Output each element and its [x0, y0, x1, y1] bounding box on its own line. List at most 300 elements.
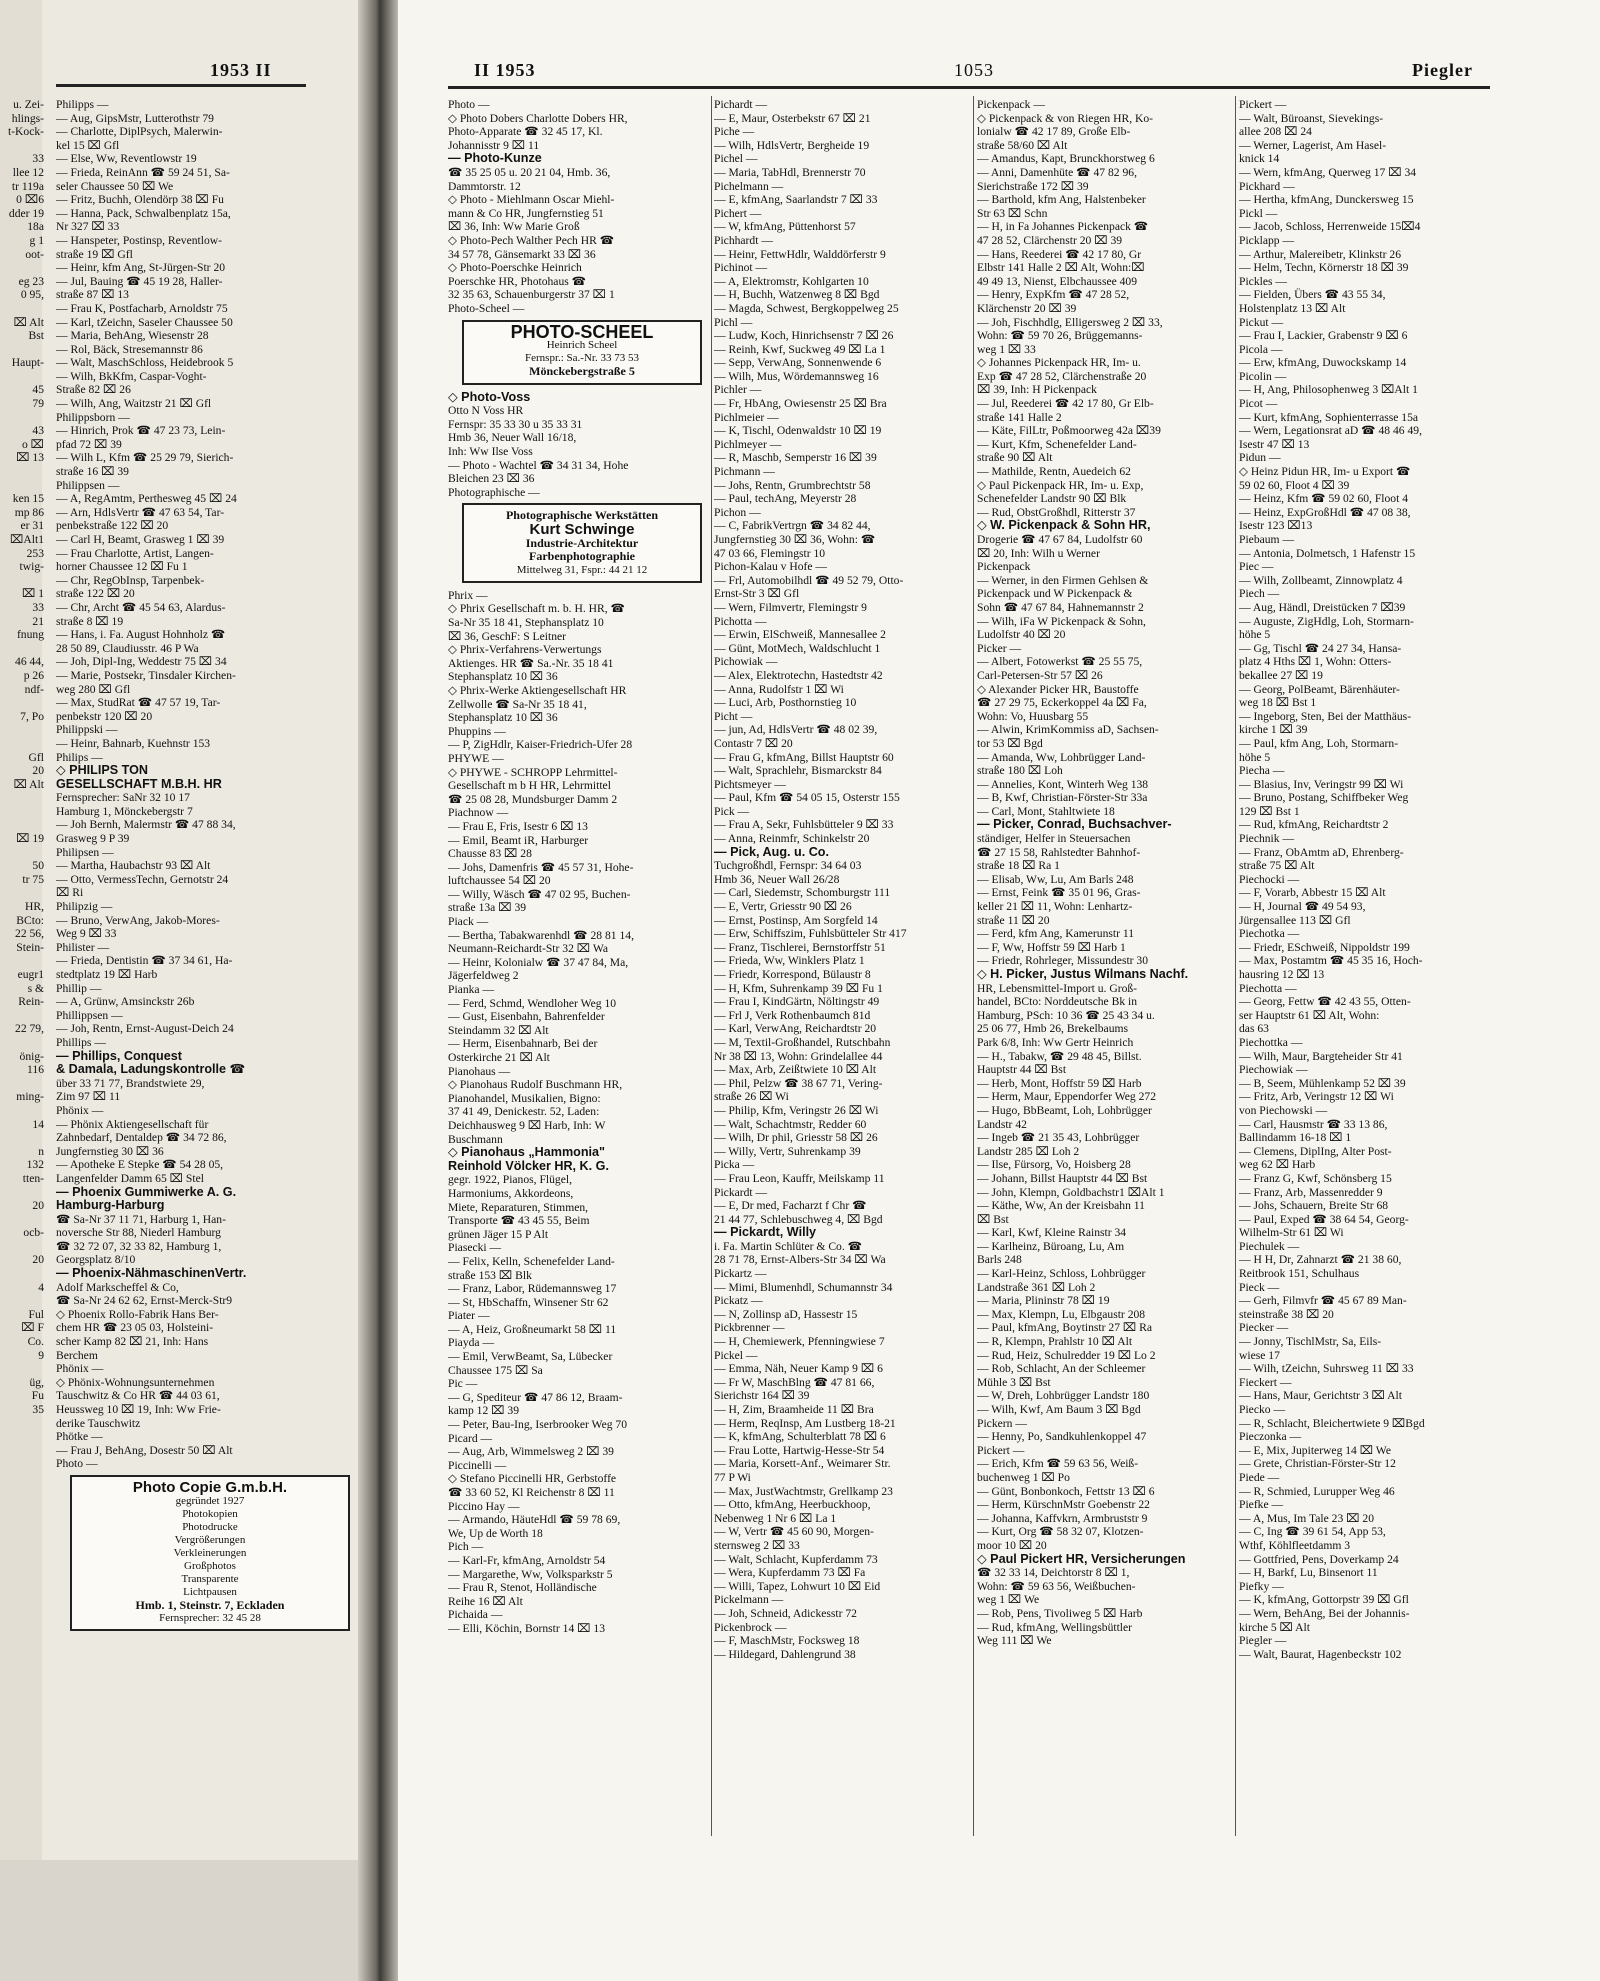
directory-entry: — H, Chemiewerk, Pfenningwiese 7 — [714, 1335, 885, 1349]
directory-entry: — E, Vertr, Griesstr 90 ⌧ 26 — [714, 900, 852, 914]
directory-entry: Pichinot — — [714, 261, 768, 275]
directory-entry: grünen Jäger 15 P Alt — [448, 1227, 549, 1241]
directory-entry: — H, Zim, Braamheide 11 ⌧ Bra — [714, 1403, 874, 1416]
cut-text-fragment: 7, Po — [20, 709, 44, 723]
directory-column-2 — [448, 98, 708, 1636]
directory-entry: — Paul, Kfm ☎ 54 05 15, Osterstr 155 — [714, 791, 900, 805]
directory-entry: — Wern, kfmAng, Querweg 17 ⌧ 34 — [1239, 165, 1417, 179]
directory-entry: — Ferd, kfm Ang, Kamerunstr 11 — [977, 927, 1135, 941]
directory-entry: — Fr W, MaschBlng ☎ 47 81 66, — [714, 1375, 875, 1389]
cut-text-fragment: 20 — [32, 1253, 44, 1267]
directory-entry: penbekstr 120 ⌧ 20 — [56, 709, 153, 723]
directory-entry: — Peter, Bau-Ing, Iserbrooker Weg 70 — [448, 1418, 628, 1432]
directory-entry: Pianka — — [448, 983, 495, 997]
directory-entry: ◇ Stefano Piccinelli HR, Gerbstoffe — [448, 1472, 617, 1486]
directory-entry: — H H, Dr, Zahnarzt ☎ 21 38 60, — [1239, 1253, 1402, 1267]
directory-entry: — F, Vorarb, Abbestr 15 ⌧ Alt — [1239, 886, 1386, 900]
directory-entry: 59 02 60, Floot 4 ⌧ 39 — [1239, 478, 1350, 492]
directory-entry: ◇ Phoenix Rollo-Fabrik Hans Ber- — [56, 1307, 219, 1321]
directory-entry: — Blasius, Inv, Veringstr 99 ⌧ Wi — [1239, 777, 1404, 791]
directory-entry: Pidun — — [1239, 451, 1281, 465]
directory-entry: Fieckert — — [1239, 1375, 1292, 1389]
directory-entry: — Frl J, Verk Rothenbaumch 81d — [714, 1008, 871, 1022]
directory-entry: — A, Heiz, Großneumarkt 58 ⌧ 11 — [448, 1322, 617, 1336]
directory-entry: Straße 82 ⌧ 26 — [56, 383, 131, 397]
directory-entry: — Aug, Händl, Dreistücken 7 ⌧39 — [1239, 600, 1406, 614]
cut-text-fragment: 20 — [32, 764, 44, 778]
cut-text-fragment — [0, 1294, 44, 1308]
directory-entry: ◇ Phrix Gesellschaft m. b. H. HR, ☎ — [448, 602, 625, 616]
directory-entry: Tuchgroßhdl, Fernspr: 34 64 03 — [714, 859, 862, 873]
directory-entry: — Rol, Bäck, Stresemannstr 86 — [56, 342, 203, 356]
cut-text-fragment: hlings- — [11, 111, 44, 125]
directory-entry: — Ingeborg, Sten, Bei der Matthäus- — [1239, 709, 1412, 723]
directory-entry: — Heinr, Kolonialw ☎ 37 47 84, Ma, — [448, 955, 629, 969]
directory-entry: über 33 71 77, Brandstwiete 29, — [56, 1076, 205, 1090]
directory-entry: ◇ Photo Dobers Charlotte Dobers HR, — [448, 111, 628, 125]
directory-entry: wiese 17 — [1239, 1348, 1280, 1362]
cut-text-fragment — [0, 696, 44, 710]
directory-entry: Langenfelder Damm 65 ⌧ Stel — [56, 1171, 204, 1185]
cut-text-fragment — [0, 1213, 44, 1227]
directory-entry: Picker — — [977, 641, 1022, 655]
scan-bottom-margin — [0, 1860, 360, 1981]
directory-entry: — Johs, Rentn, Grumbrechtstr 58 — [714, 478, 871, 492]
directory-entry: We, Up de Worth 18 — [448, 1526, 543, 1540]
directory-entry: — Paul, kfm Ang, Loh, Stormarn- — [1239, 736, 1399, 750]
directory-entry: 34 57 78, Gänsemarkt 33 ⌧ 36 — [448, 247, 596, 261]
cut-text-fragment — [0, 1009, 44, 1023]
directory-entry: — Paul, techAng, Meyerstr 28 — [714, 492, 857, 506]
directory-entry: ◇ Pickenpack & von Riegen HR, Ko- — [977, 111, 1154, 125]
directory-entry: — Rud, kfmAng, Wellingsbüttler — [977, 1620, 1133, 1634]
directory-entry: Piec — — [1239, 560, 1274, 574]
directory-entry: — Sepp, VerwAng, Sonnenwende 6 — [714, 356, 882, 370]
cut-text-fragment: g 1 — [29, 233, 44, 247]
directory-entry: — Gottfried, Pens, Doverkamp 24 — [1239, 1552, 1399, 1566]
directory-entry: Sierichstraße 172 ⌧ 39 — [977, 179, 1089, 193]
directory-entry: Philipzig — — [56, 900, 113, 914]
directory-entry: Pickles — — [1239, 274, 1287, 288]
directory-entry: — Frau Lotte, Hartwig-Hesse-Str 54 — [714, 1443, 885, 1457]
cut-text-fragment — [0, 805, 44, 819]
cut-text-fragment: Bst — [28, 329, 44, 343]
directory-entry: Phuppins — — [448, 724, 506, 738]
cut-text-fragment: 253 — [26, 546, 44, 560]
directory-entry: bekallee 27 ⌧ 19 — [1239, 668, 1323, 682]
directory-entry: — Wilh, Ang, Waitzstr 21 ⌧ Gfl — [56, 397, 212, 411]
left-page — [0, 0, 360, 1860]
directory-entry: Piecker — — [1239, 1321, 1289, 1335]
directory-entry: — P, ZigHdlr, Kaiser-Friedrich-Ufer 28 — [448, 738, 633, 752]
directory-entry: ☎ 35 25 05 u. 20 21 04, Hmb. 36, — [448, 165, 611, 179]
directory-entry: — Franz, Labor, Rüdemannsweg 17 — [448, 1282, 617, 1296]
directory-entry: tor 53 ⌧ Bgd — [977, 736, 1043, 750]
directory-entry: Zim 97 ⌧ 11 — [56, 1090, 121, 1104]
cut-text-fragment: 20 — [32, 1199, 44, 1213]
directory-entry: ☎ 32 33 14, Deichtorstr 8 ⌧ 1, — [977, 1566, 1130, 1580]
directory-entry: Jürgensallee 113 ⌧ Gfl — [1239, 913, 1351, 927]
directory-entry: Pianohaus — — [448, 1064, 511, 1078]
directory-entry: — Reinh, Kwf, Suckweg 49 ⌧ La 1 — [714, 342, 886, 356]
cut-text-fragment: mp 86 — [14, 505, 44, 519]
directory-entry: — Aug, Arb, Wimmelsweg 2 ⌧ 39 — [448, 1445, 614, 1459]
directory-entry: — Anna, Reinmfr, Schinkelstr 20 — [714, 832, 870, 846]
cut-text-fragment — [0, 1077, 44, 1091]
directory-entry: — Barthold, kfm Ang, Halstenbeker — [977, 193, 1146, 207]
cut-text-fragment: er 31 — [20, 519, 44, 533]
directory-entry: Zellwolle ☎ Sa-Nr 35 18 41, — [448, 697, 587, 711]
cut-text-fragment: üg, — [29, 1375, 44, 1389]
directory-entry: — G, Spediteur ☎ 47 86 12, Braam- — [448, 1390, 623, 1404]
directory-entry: Johannisstr 9 ⌧ 11 — [448, 138, 540, 152]
directory-entry: sternsweg 2 ⌧ 33 — [714, 1538, 800, 1552]
directory-entry: — Heinr, FettwHdlr, Walddörferstr 9 — [714, 247, 886, 261]
directory-entry: Photo — — [448, 98, 490, 111]
directory-entry: ⌧ Ri — [56, 886, 84, 900]
directory-entry: straße 16 ⌧ 39 — [56, 465, 129, 479]
cut-text-fragment — [0, 302, 44, 316]
directory-entry: — E, Dr med, Facharzt f Chr ☎ — [714, 1199, 867, 1213]
directory-entry: kirche 1 ⌧ 39 — [1239, 723, 1308, 737]
directory-entry: — Frau I, Lackier, Grabenstr 9 ⌧ 6 — [1239, 329, 1408, 343]
directory-entry: straße 75 ⌧ Alt — [1239, 859, 1315, 873]
directory-entry: Pickern — — [977, 1416, 1027, 1430]
directory-entry: ⌧ 36, GeschF: S Leitner — [448, 629, 567, 643]
directory-entry: — Frieda, Dentistin ☎ 37 34 61, Ha- — [56, 954, 233, 968]
cut-text-fragment: n — [38, 1144, 44, 1158]
directory-entry: — Max, StudRat ☎ 47 57 19, Tar- — [56, 696, 221, 710]
directory-entry: — Frau Charlotte, Artist, Langen- — [56, 546, 214, 560]
directory-entry: Exp ☎ 47 28 52, Clärchenstraße 20 — [977, 369, 1147, 383]
cut-text-fragment — [0, 370, 44, 384]
directory-entry: Hamburg 1, Mönckebergstr 7 — [56, 804, 193, 818]
directory-entry: Photo — — [56, 1457, 98, 1471]
cut-text-fragment: 46 44, — [15, 655, 44, 669]
directory-entry: — Heinz, Kfm ☎ 59 02 60, Floot 4 — [1239, 492, 1409, 506]
directory-entry: mann & Co HR, Jungfernstieg 51 — [448, 206, 604, 220]
directory-entry: Piechotta — — [1239, 981, 1297, 995]
directory-entry: pfad 72 ⌧ 39 — [56, 437, 122, 451]
directory-entry: — Alex, Elektrotechn, Hastedtstr 42 — [714, 668, 883, 682]
directory-entry: Pichaida — — [448, 1608, 503, 1622]
cut-text-fragment: oot- — [25, 247, 44, 261]
directory-entry: — W, kfmAng, Püttenhorst 57 — [714, 220, 856, 234]
directory-entry: — Gg, Tischl ☎ 24 27 34, Hansa- — [1239, 641, 1402, 655]
directory-entry: — Elli, Köchin, Bornstr 14 ⌧ 13 — [448, 1621, 605, 1635]
directory-entry: Stephansplatz 10 ⌧ 36 — [448, 711, 558, 725]
directory-entry: — Carl H, Beamt, Grasweg 1 ⌧ 39 — [56, 533, 225, 546]
directory-entry: — Annelies, Kont, Winterh Weg 138 — [977, 777, 1149, 791]
directory-entry: 28 71 78, Ernst-Albers-Str 34 ⌧ Wa — [714, 1253, 886, 1267]
directory-entry: — Johs, Damenfris ☎ 45 57 31, Hohe- — [448, 860, 634, 874]
cut-text-fragment: 0 95, — [20, 288, 44, 302]
directory-entry: — H., Tabakw, ☎ 29 48 45, Billst. — [977, 1049, 1142, 1063]
directory-entry: Berchem — [56, 1348, 98, 1362]
directory-entry: — jun, Ad, HdlsVertr ☎ 48 02 39, — [714, 723, 878, 737]
directory-entry: Pickl — — [1239, 206, 1278, 220]
directory-entry: — Frau Leon, Kauffr, Meilskamp 11 — [714, 1171, 885, 1185]
directory-entry: Piechocki — — [1239, 872, 1300, 886]
directory-entry: — Ernst, Postinsp, Am Sorgfeld 14 — [714, 913, 878, 927]
directory-entry: — Carl, Siedemstr, Schomburgstr 111 — [714, 886, 891, 900]
directory-entry: — St, HbSchaffn, Winsener Str 62 — [448, 1295, 609, 1309]
directory-entry: platz 4 Hths ⌧ 1, Wohn: Otters- — [1239, 655, 1392, 669]
directory-entry: — Mathilde, Rentn, Auedeich 62 — [977, 465, 1131, 479]
directory-entry: Piechottka — — [1239, 1035, 1303, 1049]
directory-entry: — W, Vertr ☎ 45 60 90, Morgen- — [714, 1525, 874, 1539]
directory-entry: Buschmann — [448, 1132, 503, 1146]
directory-entry: — H, Kfm, Suhrenkamp 39 ⌧ Fu 1 — [714, 981, 883, 995]
directory-entry: — Walt, Schachtmstr, Redder 60 — [714, 1117, 867, 1131]
directory-entry: Piefke — — [1239, 1498, 1284, 1512]
cut-text-fragment: s & — [27, 981, 44, 995]
left-page-cut-text — [0, 98, 44, 1417]
directory-entry: straße 153 ⌧ Blk — [448, 1268, 532, 1282]
directory-entry: kamp 12 ⌧ 39 — [448, 1404, 520, 1418]
column-divider — [973, 96, 974, 1836]
cut-text-fragment: ⌧ Alt — [13, 315, 44, 329]
cut-text-fragment: 43 — [32, 424, 44, 438]
directory-entry: Stephansplatz 10 ⌧ 36 — [448, 670, 558, 684]
directory-entry: Transporte ☎ 43 45 55, Beim — [448, 1214, 590, 1228]
directory-entry: — Walt, Schlacht, Kupferdamm 73 — [714, 1552, 878, 1566]
directory-entry: Reinhold Völcker HR, K. G. — [448, 1159, 609, 1173]
directory-entry: Piegler — — [1239, 1634, 1287, 1648]
directory-entry: Piack — — [448, 915, 489, 929]
directory-entry: — Pick, Aug. u. Co. — [714, 845, 829, 859]
directory-entry: — Johanna, Kaffvkrn, Armbruststr 9 — [977, 1511, 1148, 1525]
directory-entry: — C, Ing ☎ 39 61 54, App 53, — [1239, 1525, 1386, 1539]
directory-entry: Harmoniums, Akkordeons, — [448, 1186, 574, 1200]
directory-entry: Holstenplatz 13 ⌧ Alt — [1239, 301, 1346, 315]
column-divider — [1235, 96, 1236, 1836]
directory-entry: — Ingeb ☎ 21 35 43, Lohbrügger — [977, 1131, 1140, 1145]
directory-entry: — Georg, PolBeamt, Bärenhäuter- — [1239, 682, 1400, 696]
directory-entry: — R, Maschb, Semperstr 16 ⌧ 39 — [714, 451, 877, 465]
cut-text-fragment — [0, 1131, 44, 1145]
directory-entry: 77 P Wi — [714, 1470, 751, 1484]
cut-text-fragment: 79 — [32, 397, 44, 411]
cut-text-fragment: 132 — [26, 1158, 44, 1172]
directory-entry: — Joh, Rentn, Ernst-August-Deich 24 — [56, 1022, 234, 1036]
directory-entry: Pickbrenner — — [714, 1321, 785, 1335]
directory-entry: Pianohandel, Musikalien, Bigno: — [448, 1091, 601, 1105]
directory-entry: — Photo - Wachtel ☎ 34 31 34, Hohe — [448, 458, 629, 472]
directory-entry: Elbstr 141 Halle 2 ⌧ Alt, Wohn:⌧ — [977, 261, 1145, 275]
directory-entry: Mühle 3 ⌧ Bst — [977, 1375, 1051, 1389]
directory-entry: — Friedr, ESchweiß, Nippoldstr 199 — [1239, 940, 1410, 954]
directory-entry: — B, Seem, Mühlenkamp 52 ⌧ 39 — [1239, 1076, 1406, 1090]
ad-item: Photokopien — [182, 1507, 238, 1520]
directory-entry: — Emma, Näh, Neuer Kamp 9 ⌧ 6 — [714, 1362, 883, 1376]
directory-entry: — Max, JustWachtmstr, Grellkamp 23 — [714, 1484, 893, 1498]
directory-entry: Chaussee 175 ⌧ Sa — [448, 1363, 543, 1377]
directory-entry: von Piechowski — — [1239, 1103, 1328, 1117]
directory-entry: — Kurt, kfmAng, Sophienterrasse 15a — [1239, 410, 1419, 424]
directory-entry: straße 11 ⌧ 20 — [977, 913, 1050, 927]
directory-entry: Philippsen — — [56, 478, 120, 492]
cut-text-fragment: o ⌧ — [21, 437, 44, 451]
directory-entry: Nr 327 ⌧ 33 — [56, 220, 120, 234]
directory-entry: Grasweg 9 P 39 — [56, 832, 130, 846]
directory-entry: Pichtsmeyer — — [714, 777, 786, 791]
directory-entry: Bleichen 23 ⌧ 36 — [448, 472, 535, 486]
directory-entry: — Franz, Tischlerei, Bernstorffstr 51 — [714, 940, 886, 954]
directory-entry: Pickenbrock — — [714, 1620, 787, 1634]
directory-entry: Pickut — — [1239, 315, 1284, 329]
directory-entry: — Carl, Hausmstr ☎ 33 13 86, — [1239, 1117, 1388, 1131]
ad-line2: Farbenphotographie — [528, 549, 635, 564]
directory-entry: Isestr 47 ⌧ 13 — [1239, 437, 1310, 451]
directory-entry: — Aug, GipsMstr, Lutterothstr 79 — [56, 111, 214, 125]
directory-entry: — Philip, Kfm, Veringstr 26 ⌧ Wi — [714, 1103, 879, 1117]
directory-entry: — Erwin, ElSchweiß, Mannesallee 2 — [714, 628, 886, 642]
directory-entry: 47 28 52, Clärchenstr 20 ⌧ 39 — [977, 233, 1123, 247]
directory-entry: Inh: Ww Ilse Voss — [448, 445, 533, 459]
directory-entry: Piech — — [1239, 587, 1280, 601]
directory-entry: ◇ Alexander Picker HR, Baustoffe — [977, 682, 1139, 696]
directory-entry: — Antonia, Dolmetsch, 1 Hafenstr 15 — [1239, 546, 1416, 560]
directory-entry: Pic — — [448, 1377, 478, 1391]
ad-phone: Fernspr.: Sa.-Nr. 33 73 53 — [525, 352, 639, 365]
directory-entry: ⌧ 36, Inh: Ww Marie Groß — [448, 220, 580, 234]
cut-text-fragment: ⌧ 19 — [16, 832, 44, 846]
directory-entry: ◇ Photo-Poerschke Heinrich — [448, 261, 582, 275]
directory-entry: — A, Mus, Im Tale 23 ⌧ 20 — [1239, 1511, 1375, 1525]
directory-entry: Wthf, Köhlfleetdamm 3 — [1239, 1538, 1351, 1552]
directory-entry: — Hinrich, Prok ☎ 47 23 73, Lein- — [56, 424, 226, 438]
directory-entry: Piayda — — [448, 1336, 495, 1350]
directory-entry: Hmb 36, Neuer Wall 16/18, — [448, 431, 577, 445]
directory-entry: — Hans, i. Fa. August Hohnholz ☎ — [56, 628, 226, 642]
cut-text-fragment: t-Kock- — [7, 125, 44, 139]
directory-entry: Piechowiak — — [1239, 1063, 1308, 1077]
directory-entry: weg 1 ⌧ We — [977, 1593, 1040, 1607]
directory-entry: Nebenweg 1 Nr 6 ⌧ La 1 — [714, 1511, 837, 1525]
directory-entry: Gesellschaft m b H HR, Lehrmittel — [448, 779, 611, 793]
directory-entry: Georgsplatz 8/10 — [56, 1253, 136, 1267]
directory-entry: Weg 111 ⌧ We — [977, 1634, 1052, 1648]
running-head-name: Piegler — [1412, 60, 1473, 80]
cut-text-fragment: ⌧ 13 — [16, 451, 44, 465]
directory-entry: ☎ 27 15 58, Rahlstedter Bahnhof- — [977, 845, 1141, 859]
directory-entry: — Frau R, Stenot, Holländische — [448, 1581, 597, 1595]
directory-entry: — Günt, MotMech, Waldschlucht 1 — [714, 641, 881, 655]
directory-entry: — Phönix Aktiengesellschaft für — [56, 1117, 209, 1131]
directory-entry: 37 41 49, Denickestr. 52, Laden: — [448, 1105, 600, 1119]
directory-entry: Schenefelder Landstr 90 ⌧ Blk — [977, 492, 1127, 506]
directory-entry: — Walt, Büroanst, Sievekings- — [1239, 111, 1384, 125]
directory-entry: — Henny, Po, Sandkuhlenkoppel 47 — [977, 1430, 1147, 1444]
directory-entry: — Hanna, Pack, Schwalbenplatz 15a, — [56, 206, 231, 220]
directory-entry: Ernst-Str 3 ⌧ Gfl — [714, 587, 800, 601]
cut-text-fragment: eugr1 — [17, 968, 44, 981]
cut-text-fragment — [0, 886, 44, 900]
directory-entry: noversche Str 88, Niederl Hamburg — [56, 1226, 221, 1240]
directory-entry: ◇ Phönix-Wohnungsunternehmen — [56, 1375, 215, 1389]
directory-entry: — Johann, Billst Hauptstr 44 ⌧ Bst — [977, 1171, 1148, 1185]
directory-entry: — Hildegard, Dahlengrund 38 — [714, 1647, 856, 1661]
directory-entry: Sa-Nr 35 18 41, Stephansplatz 10 — [448, 616, 604, 629]
directory-entry: — Joh Bernh, Malermstr ☎ 47 88 34, — [56, 818, 236, 832]
directory-entry: Neumann-Reichardt-Str 32 ⌧ Wa — [448, 942, 608, 956]
directory-entry: — Henry, ExpKfm ☎ 47 28 52, — [977, 288, 1130, 302]
cut-text-fragment: ⌧ F — [21, 1321, 44, 1335]
cut-text-fragment — [0, 723, 44, 737]
cut-text-fragment: 14 — [32, 1117, 44, 1131]
directory-entry: — B, Kwf, Christian-Förster-Str 33a — [977, 791, 1148, 805]
directory-entry: straße 141 Halle 2 — [977, 410, 1062, 424]
directory-entry: Park 6/8, Inh: Ww Gertr Heinrich — [977, 1035, 1134, 1049]
cut-text-fragment: Rein- — [18, 995, 44, 1009]
ad-schwinge — [462, 503, 702, 582]
directory-entry: — Frl, Automobilhdl ☎ 49 52 79, Otto- — [714, 573, 904, 587]
directory-entry: — K, kfmAng, Gottorpstr 39 ⌧ Gfl — [1239, 1593, 1409, 1607]
directory-entry: Pich — — [448, 1540, 484, 1554]
directory-entry: — Frau G, kfmAng, Billst Hauptstr 60 — [714, 750, 894, 764]
directory-entry: handel, BCto: Norddeutsche Bk in — [977, 995, 1138, 1009]
directory-entry: Otto N Voss HR — [448, 404, 524, 418]
directory-entry: Wohn: ☎ 59 70 26, Brüggemanns- — [977, 329, 1143, 343]
directory-entry: — Maria, TabHdl, Brennerstr 70 — [714, 165, 866, 179]
directory-entry: — Emil, Beamt iR, Harburger — [448, 833, 589, 847]
directory-entry: — Arn, HdlsVertr ☎ 47 63 54, Tar- — [56, 505, 225, 519]
directory-entry: Philips — — [56, 750, 103, 764]
directory-entry: — Wilh, BkKfm, Caspar-Voght- — [56, 369, 207, 383]
directory-entry: — W, Dreh, Lohbrügger Landstr 180 — [977, 1389, 1150, 1403]
directory-entry: — Joh, Dipl-Ing, Weddestr 75 ⌧ 34 — [56, 655, 227, 669]
directory-entry: lonialw ☎ 42 17 89, Große Elb- — [977, 125, 1131, 139]
ad-title: Photographische Werkstätten — [505, 508, 659, 523]
directory-entry: Contastr 7 ⌧ 20 — [714, 736, 793, 750]
directory-entry: — Herm, ReqInsp, Am Lustberg 18-21 — [714, 1416, 896, 1430]
cut-text-fragment: Co. — [27, 1335, 44, 1349]
directory-entry: — Hanspeter, Postinsp, Reventlow- — [56, 233, 223, 247]
cut-text-fragment: 33 — [32, 600, 44, 614]
directory-entry: — Bruno, Postang, Schiffbeker Weg — [1239, 791, 1409, 805]
directory-entry: — H, Barkf, Lu, Binsenort 11 — [1239, 1566, 1378, 1580]
directory-entry: — Clemens, DiplIng, Alter Post- — [1239, 1144, 1392, 1158]
directory-entry: Phillip — — [56, 981, 102, 995]
directory-entry: stedtplatz 19 ⌧ Harb — [56, 968, 158, 981]
directory-entry: — Herm, Eisenbahnarb, Bei der — [448, 1037, 598, 1051]
page-number: 1053 — [954, 60, 994, 80]
directory-entry: Piachnow — — [448, 806, 509, 820]
directory-entry: — E, Mix, Jupiterweg 14 ⌧ We — [1239, 1443, 1391, 1457]
directory-entry: — Luci, Arb, Posthornstieg 10 — [714, 696, 857, 710]
directory-entry: Jungfernstieg 30 ⌧ 36, Wohn: ☎ — [714, 533, 876, 546]
directory-entry: — Rob, Pens, Tivoliweg 5 ⌧ Harb — [977, 1606, 1143, 1620]
directory-entry: ☎ 25 08 28, Mundsburger Damm 2 — [448, 792, 618, 806]
directory-entry: ständiger, Helfer in Steuersachen — [977, 832, 1131, 846]
ad-owner: Heinrich Scheel — [546, 339, 618, 352]
directory-entry: — Gust, Eisenbahn, Bahrenfelder — [448, 1010, 605, 1024]
cut-text-fragment: tr 75 — [22, 872, 44, 886]
directory-entry: Landstr 285 ⌧ Loh 2 — [977, 1144, 1080, 1158]
directory-entry: Phrix — — [448, 588, 488, 602]
directory-entry: — Picker, Conrad, Buchsachver- — [977, 818, 1172, 832]
directory-entry: — Rud, Heiz, Schulredder 19 ⌧ Lo 2 — [977, 1348, 1156, 1362]
directory-entry: — Mimi, Blumenhdl, Schumannstr 34 — [714, 1280, 893, 1294]
directory-entry: ☎ 32 72 07, 32 33 82, Hamburg 1, — [56, 1239, 222, 1253]
directory-entry: — Photo-Kunze — [448, 152, 542, 166]
directory-entry: — Phil, Pelzw ☎ 38 67 71, Vering- — [714, 1076, 883, 1090]
cut-text-fragment: Ful — [28, 1307, 44, 1321]
directory-entry: keller 21 ⌧ 11, Wohn: Lenhartz- — [977, 900, 1133, 914]
directory-entry: — F, Ww, Hoffstr 59 ⌧ Harb 1 — [977, 940, 1126, 954]
cut-text-fragment: Gfl — [28, 750, 44, 764]
